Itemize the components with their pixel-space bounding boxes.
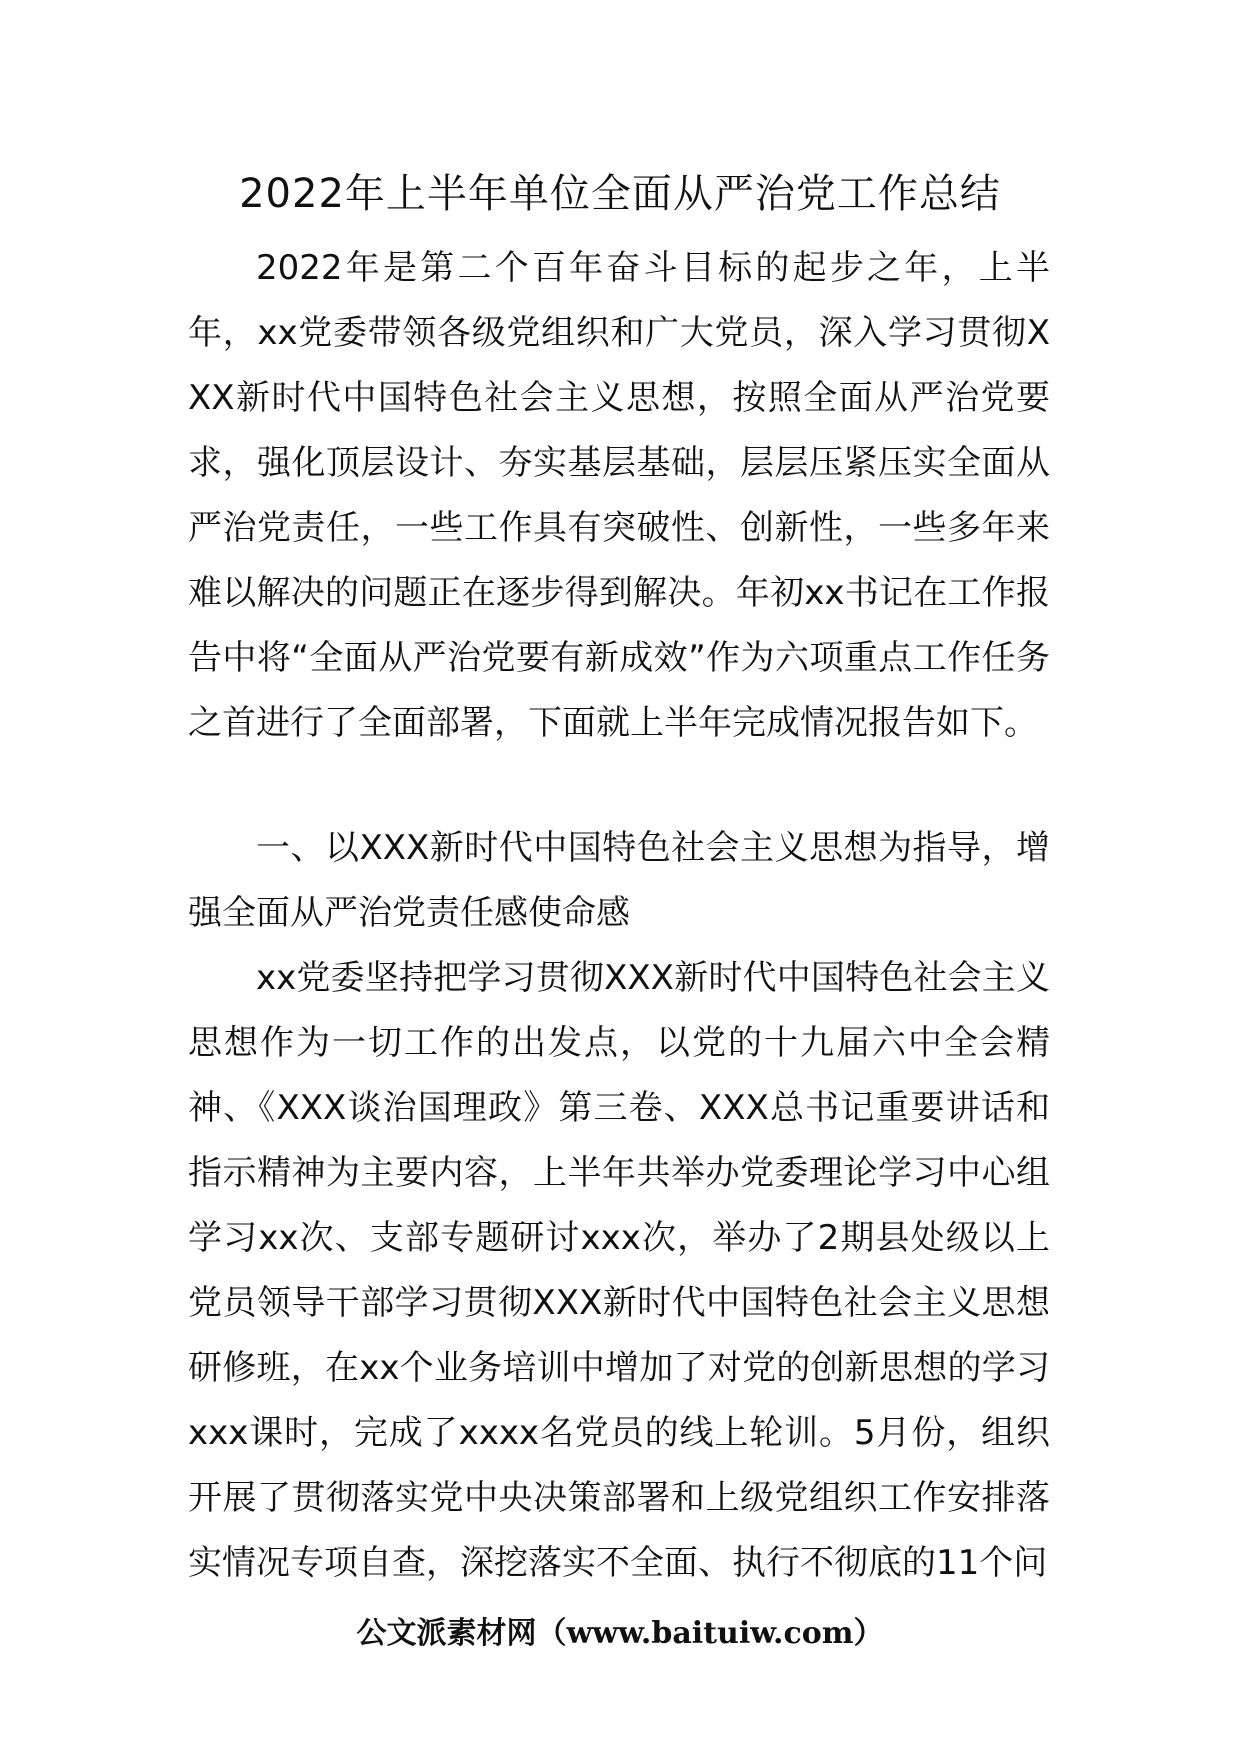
section-heading-1: 一、以XXX新时代中国特色社会主义思想为指导，增强全面从严治党责任感使命感 xyxy=(188,828,1050,933)
document-title: 2022年上半年单位全面从严治党工作总结 xyxy=(239,171,1001,217)
footer-watermark: 公文派素材网（www.baituiw.com） xyxy=(356,1616,884,1651)
paragraph-section-1: xx党委坚持把学习贯彻XXX新时代中国特色社会主义思想作为一切工作的出发点，以党的十九届六中全会精神、《XXX谈治国理政》第三卷、XXX总书记重要讲话和指示精神为主要内容，上半年共举办党委理论学习中心组学习xx次、支部专题研讨xxx次，举办了2期县处级以上党员领导干部学习贯彻XXX新时代中国特色社会主义思想研修班，在xx个业务培训中增加了对党的创新思想的学习xxx课时，完成了xxxx名党员的线上轮训。5月份，组织开展了贯彻落实党中央决策部署和上级党组织工作安排落实情况专项自查，深挖落实不全面、执行不彻底的11个问 xyxy=(188,958,1050,1583)
paragraph-intro: 2022年是第二个百年奋斗目标的起步之年，上半年，xx党委带领各级党组织和广大党员，深入学习贯彻XXX新时代中国特色社会主义思想，按照全面从严治党要求，强化顶层设计、夯实基层基础，层层压紧压实全面从严治党责任，一些工作具有突破性、创新性，一些多年来难以解决的问题正在逐步得到解决。年初xx书记在工作报告中将“全面从严治党要有新成效”作为六项重点工作任务之首进行了全面部署，下面就上半年完成情况报告如下。 xyxy=(188,248,1050,743)
